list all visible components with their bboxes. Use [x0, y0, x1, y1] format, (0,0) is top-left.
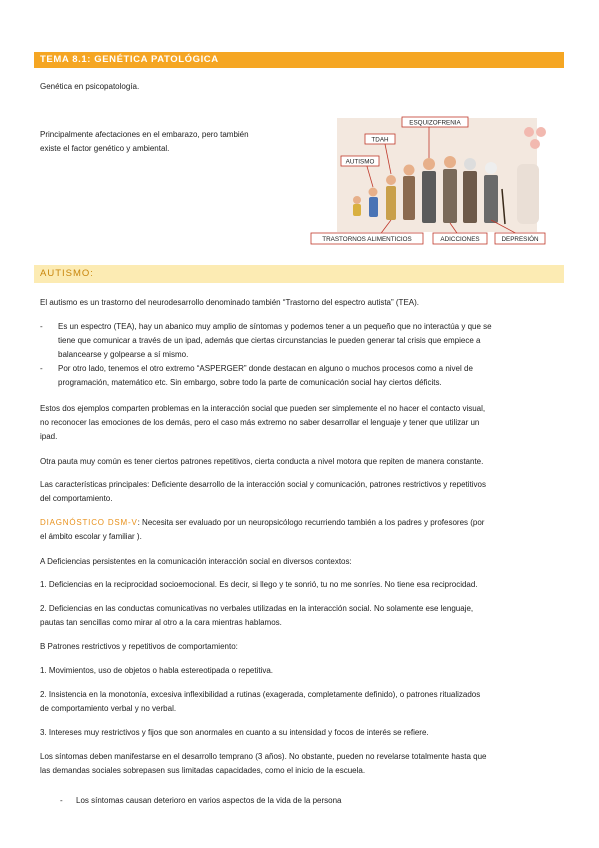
label-esquizofrenia [402, 117, 468, 127]
label-depresion-text: DEPRESIÓN [501, 236, 539, 243]
label-adicciones [433, 233, 487, 244]
list-item: 1. Movimientos, uso de objetos o habla estereotipada o repetitiva. [40, 666, 274, 675]
paragraph: Las características principales: Deficiente desarrollo de la interacción social y comunicación, patrones restrictivos y repetitivos [40, 480, 486, 489]
page-title: TEMA 8.1: GENÉTICA PATOLÓGICA [34, 52, 564, 68]
label-tdah-text: TDAH [371, 136, 389, 144]
bullet-text: tiene que comunicar a través de un ipad, además que ciertas circunstancias le pueden generar tal crisis que empiece a [58, 336, 481, 345]
paragraph: Otra pauta muy común es tener ciertos patrones repetitivos, cierta conducta a nivel motora que repiten de manera constante. [40, 457, 484, 466]
list-item: 1. Deficiencias en la reciprocidad socioemocional. Es decir, si llego y te sonrió, tu no me sonríes. No tiene esa reciprocidad. [40, 580, 478, 589]
list-item: 2. Deficiencias en las conductas comunicativas no verbales utilizadas en la interacción social. No solamente ese lenguaje, [40, 604, 474, 613]
bullet-text: Es un espectro (TEA), hay un abanico muy amplio de síntomas y podemos tener a un pequeño que no interactúa y que se [58, 322, 492, 331]
label-trastornos [311, 233, 423, 244]
paragraph: del comportamiento. [40, 494, 113, 503]
list-item: 3. Intereses muy restrictivos y fijos que son anormales en cuanto a su intensidad y focos de interés se refiere. [40, 728, 429, 737]
paragraph: Estos dos ejemplos comparten problemas en la interacción social que pueden ser simplemente el no hacer el contacto visual, [40, 404, 486, 413]
list-item: 2. Insistencia en la monotonía, excesiva inflexibilidad a rutinas (exagerada, completamente definido), o patrones ritualizados [40, 690, 481, 699]
label-adicciones-text: ADICCIONES [440, 236, 480, 243]
paragraph: las demandas sociales sobrepasen sus limitadas capacidades, como el inicio de la escuela. [40, 766, 366, 775]
paragraph: Los síntomas deben manifestarse en el desarrollo temprano (3 años). No obstante, pueden no revelarse totalmente hasta que [40, 752, 487, 761]
watermark-dot [536, 127, 546, 137]
section-title: AUTISMO: [34, 265, 564, 283]
bullet-text: balancearse y golpearse a sí mismo. [58, 350, 189, 359]
diagnosis-paragraph [40, 516, 560, 530]
bullet-dash: - [40, 364, 43, 373]
paragraph: B Patrones restrictivos y repetitivos de comportamiento: [40, 642, 238, 651]
label-tdah [365, 134, 395, 144]
list-item: de comportamiento verbal y no verbal. [40, 704, 177, 713]
bullet-dash: - [40, 322, 43, 331]
label-esquizofrenia-text: ESQUIZOFRENIA [409, 119, 461, 127]
bullet-text: Por otro lado, tenemos el otro extremo “ASPERGER” donde destacan en alguno o muchos procesos como a nivel de [58, 364, 473, 373]
paragraph: El autismo es un trastorno del neurodesarrollo denominado también “Trastorno del espectro autista” (TEA). [40, 298, 420, 307]
watermark-dot [530, 139, 540, 149]
paragraph: no reconocer las emociones de los demás, pero el caso más extremo no saber desarrollar el lenguaje y tener que utilizar un [40, 418, 480, 427]
diagnosis-label: DIAGNÓSTICO DSM-V [40, 518, 138, 527]
paragraph: el ámbito escolar y familiar ). [40, 532, 142, 541]
label-trastornos-text: TRASTORNOS ALIMENTICIOS [322, 236, 412, 243]
genetics-figure [309, 114, 547, 250]
intro-line: Genética en psicopatología. [40, 82, 140, 91]
genetics-illustration [309, 114, 547, 250]
diagnosis-text: : Necesita ser evaluado por un neuropsicólogo recurriendo también a los padres y profesores (por [137, 518, 485, 527]
paragraph: A Deficiencias persistentes en la comunicación interacción social en diversos contextos: [40, 557, 352, 566]
label-depresion [495, 233, 545, 244]
watermark-shape [517, 164, 539, 224]
intro-text-1: Principalmente afectaciones en el embarazo, pero también [40, 130, 249, 139]
bullet-text: Los síntomas causan deterioro en varios aspectos de la vida de la persona [76, 796, 342, 805]
label-autismo [341, 156, 379, 166]
watermark-dot [524, 127, 534, 137]
bullet-dash: - [60, 796, 63, 805]
list-item: pautas tan sencillas como mirar al otro a la cara mientras hablamos. [40, 618, 282, 627]
intro-text-2: existe el factor genético y ambiental. [40, 144, 170, 153]
label-autismo-text: AUTISMO [345, 158, 375, 166]
paragraph: ipad. [40, 432, 58, 441]
bullet-text: programación, matemático etc. Sin embargo, sobre todo la parte de comunicación social hay ciertos déficits. [58, 378, 442, 387]
